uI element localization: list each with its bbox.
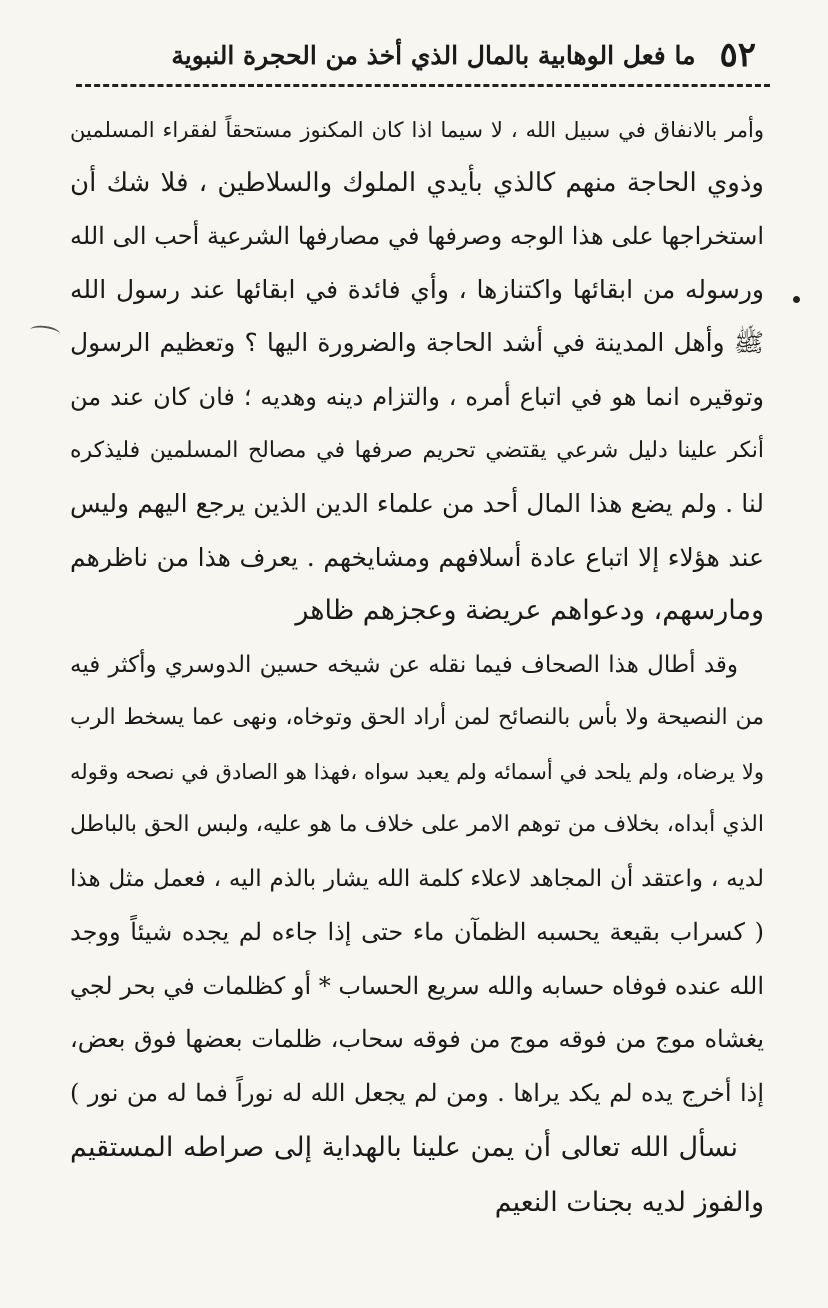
running-title: ما فعل الوهابية بالمال الذي أخذ من الحجرة النبوية bbox=[171, 40, 696, 70]
page-header bbox=[130, 30, 760, 80]
text-line: إذا أخرج يده لم يكد يراها . ومن لم يجعل الله له نوراً فما له من نور ) bbox=[70, 1079, 764, 1107]
margin-dot-mark bbox=[793, 296, 800, 303]
text-line: استخراجها على هذا الوجه وصرفها في مصارفها الشرعية أحب الى الله bbox=[70, 222, 764, 250]
text-line: ومارسهم، ودعواهم عريضة وعجزهم ظاهر bbox=[295, 595, 764, 626]
text-line: وذوي الحاجة منهم كالذي بأيدي الملوك والسلاطين ، فلا شك أن bbox=[70, 168, 764, 198]
text-line: لديه ، واعتقد أن المجاهد لاعلاء كلمة الله يشار بالذم اليه ، فعمل مثل هذا bbox=[70, 866, 764, 892]
text-line: وتوقيره انما هو في اتباع أمره ، والتزام دينه وهديه ؛ فان كان عند من bbox=[70, 383, 764, 411]
text-line: وقد أطال هذا الصحاف فيما نقله عن شيخه حسين الدوسري وأكثر فيه bbox=[70, 652, 738, 678]
text-line: يغشاه موج من فوقه موج من فوقه سحاب، ظلمات بعضها فوق بعض، bbox=[70, 1025, 764, 1053]
text-line: أنكر علينا دليل شرعي يقتضي تحريم صرفها في مصالح المسلمين فليذكره bbox=[70, 438, 764, 463]
text-line: من النصيحة ولا بأس بالنصائح لمن أراد الحق وتوخاه، ونهى عما يسخط الرب bbox=[70, 705, 764, 730]
text-line: الذي أبداه، بخلاف من توهم الامر على خلاف ما هو عليه، ولبس الحق بالباطل bbox=[70, 812, 764, 837]
text-line: نسأل الله تعالى أن يمن علينا بالهداية إلى صراطه المستقيم bbox=[70, 1132, 738, 1163]
text-line: لنا . ولم يضع هذا المال أحد من علماء الدين الذين يرجع اليهم وليس bbox=[70, 489, 764, 518]
header-rule bbox=[76, 84, 770, 87]
text-line: والفوز لديه بجنات النعيم bbox=[494, 1187, 764, 1218]
text-line: عند هؤلاء إلا اتباع عادة أسلافهم ومشايخهم . يعرف هذا من ناظرهم bbox=[70, 543, 764, 572]
text-line: ولا يرضاه، ولم يلحد في أسمائه ولم يعبد سواه ،فهذا هو الصادق في نصحه وقوله bbox=[70, 760, 764, 784]
text-line: ﷺ وأهل المدينة في أشد الحاجة والضرورة اليها ؟ وتعظيم الرسول bbox=[70, 328, 764, 357]
text-line: وأمر بالانفاق في سبيل الله ، لا سيما اذا كان المكنوز مستحقاً لفقراء المسلمين bbox=[70, 118, 764, 142]
text-line: الله عنده فوفاه حسابه والله سريع الحساب * أو كظلمات في بحر لجي bbox=[70, 972, 764, 1000]
text-line: ( كسراب بقيعة يحسبه الظمآن ماء حتى إذا جاءه لم يجده شيئاً ووجد bbox=[70, 918, 764, 946]
page-number: ٥٢ bbox=[719, 35, 756, 75]
margin-pen-mark bbox=[29, 324, 60, 340]
text-line: ورسوله من ابقائها واكتنازها ، وأي فائدة في ابقائها عند رسول الله bbox=[70, 275, 764, 304]
